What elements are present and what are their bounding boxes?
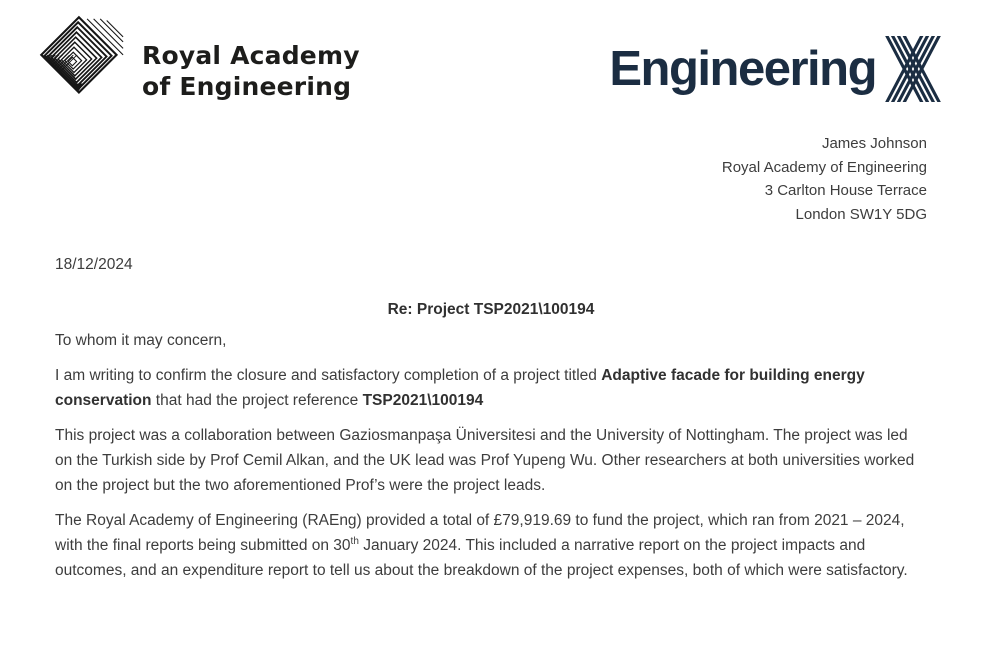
raeng-spiral-mark-icon [38, 14, 128, 108]
address-line: James Johnson [821, 135, 927, 152]
letterhead [0, 0, 982, 108]
address-line: London SW1Y 5DG [795, 205, 927, 223]
raeng-wordmark-line1: Royal Academy [142, 41, 360, 70]
raeng-wordmark-line2: of Engineering [142, 72, 352, 101]
engineeringx-wordmark: Engineering [609, 42, 876, 96]
recipient-address-block [0, 132, 982, 226]
striped-x-icon [876, 36, 946, 102]
letter-date: 18/12/2024 [55, 256, 133, 273]
paragraph-1: I am writing to confirm the closure and satisfactory completion of a project titled Adaptive facade for building energy conservation that had the project reference TSP2021\100194 [55, 367, 865, 409]
raeng-logo [38, 14, 360, 108]
salutation: To whom it may concern, [55, 332, 227, 349]
engineeringx-logo [609, 36, 946, 102]
paragraph-3: The Royal Academy of Engineering (RAEng) provided a total of £79,919.69 to fund the project, which ran from 2021 – 2024, with the final reports being submitted on 30th January 2024. This included a narrative report on the project impacts and outcomes, and an expenditure report to tell us about the breakdown of the project expenses, both of which were satisfactory. [55, 512, 908, 579]
subject-line: Re: Project TSP2021\100194 [387, 301, 595, 318]
raeng-wordmark [142, 40, 360, 102]
address-line: Royal Academy of Engineering [721, 158, 927, 176]
address-line: 3 Carlton House Terrace [764, 182, 927, 199]
letter-body [0, 328, 982, 583]
paragraph-2: This project was a collaboration between Gaziosmanpaşa Üniversitesi and the University of Nottingham. The project was led on the Turkish side by Prof Cemil Alkan, and the UK lead was Prof Yupeng Wu. Other researchers at both universities worked on the project but the two aforementioned Prof’s were the project leads. [55, 427, 915, 494]
